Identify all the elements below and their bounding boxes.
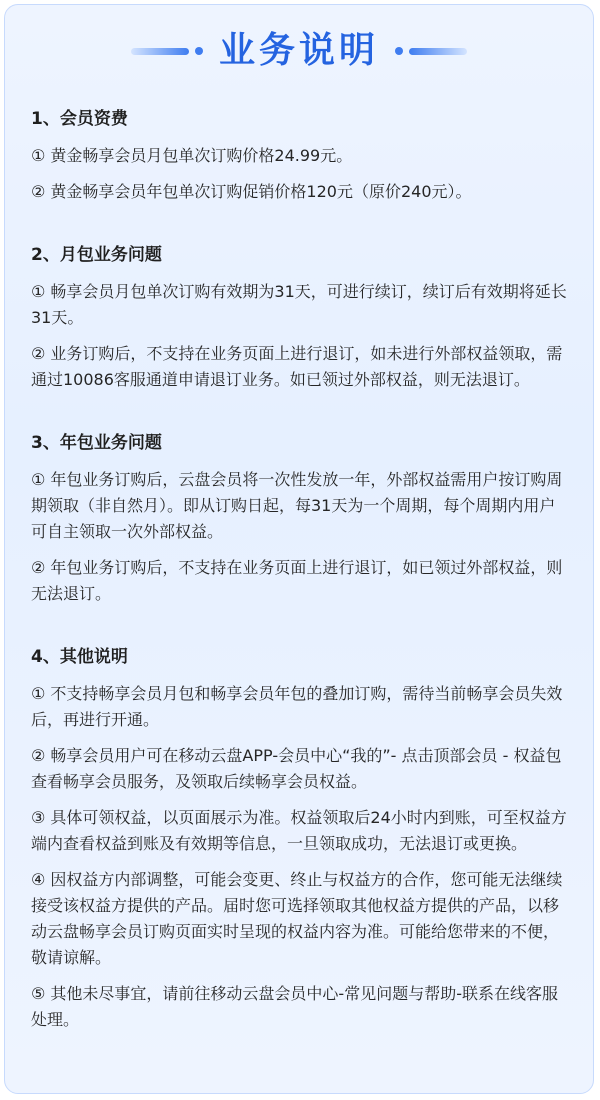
section-heading: 1、会员资费 bbox=[31, 109, 128, 129]
content bbox=[31, 105, 571, 1069]
list-item: ⑤ 其他未尽事宜，请前往移动云盘会员中心-常见问题与帮助-联系在线客服处理。 bbox=[31, 984, 558, 1029]
title-decoration-right bbox=[409, 48, 467, 55]
section-heading: 2、月包业务问题 bbox=[31, 245, 162, 265]
section-monthly bbox=[31, 241, 571, 393]
list-item: ④ 因权益方内部调整，可能会变更、终止与权益方的合作，您可能无法继续接受该权益方提供的产品。届时您可选择领取其他权益方提供的产品，以移动云盘畅享会员订购页面实时呈现的权益内容为准。可能给您带来的不便，敬请谅解。 bbox=[31, 870, 563, 967]
section-fees bbox=[31, 105, 571, 205]
section-other bbox=[31, 643, 571, 1033]
section-yearly bbox=[31, 429, 571, 607]
page-title: 业务说明 bbox=[218, 30, 379, 71]
list-item: ① 年包业务订购后，云盘会员将一次性发放一年，外部权益需用户按订购周期领取（非自然月）。即从订购日起，每31天为一个周期，每个周期内用户可自主领取一次外部权益。 bbox=[31, 470, 563, 541]
list-item: ② 业务订购后，不支持在业务页面上进行退订，如未进行外部权益领取，需通过10086客服通道申请退订业务。如已领过外部权益，则无法退订。 bbox=[31, 344, 563, 389]
list-item: ① 畅享会员月包单次订购有效期为31天，可进行续订，续订后有效期将延长31天。 bbox=[31, 282, 567, 327]
title-row bbox=[5, 25, 593, 77]
list-item: ② 黄金畅享会员年包单次订购促销价格120元（原价240元）。 bbox=[31, 182, 472, 201]
list-item: ③ 具体可领权益，以页面展示为准。权益领取后24小时内到账，可至权益方端内查看权益到账及有效期等信息，一旦领取成功，无法退订或更换。 bbox=[31, 808, 567, 853]
section-heading: 4、其他说明 bbox=[31, 647, 128, 667]
list-item: ② 年包业务订购后，不支持在业务页面上进行退订，如已领过外部权益，则无法退订。 bbox=[31, 558, 563, 603]
title-dot-left bbox=[195, 47, 203, 55]
list-item: ② 畅享会员用户可在移动云盘APP-会员中心“我的”- 点击顶部会员 - 权益包查看畅享会员服务，及领取后续畅享会员权益。 bbox=[31, 746, 562, 791]
list-item: ① 黄金畅享会员月包单次订购价格24.99元。 bbox=[31, 146, 353, 165]
business-info-card bbox=[4, 4, 594, 1094]
title-decoration-left bbox=[131, 48, 189, 55]
list-item: ① 不支持畅享会员月包和畅享会员年包的叠加订购，需待当前畅享会员失效后，再进行开通。 bbox=[31, 684, 563, 729]
title-dot-right bbox=[395, 47, 403, 55]
section-heading: 3、年包业务问题 bbox=[31, 433, 162, 453]
